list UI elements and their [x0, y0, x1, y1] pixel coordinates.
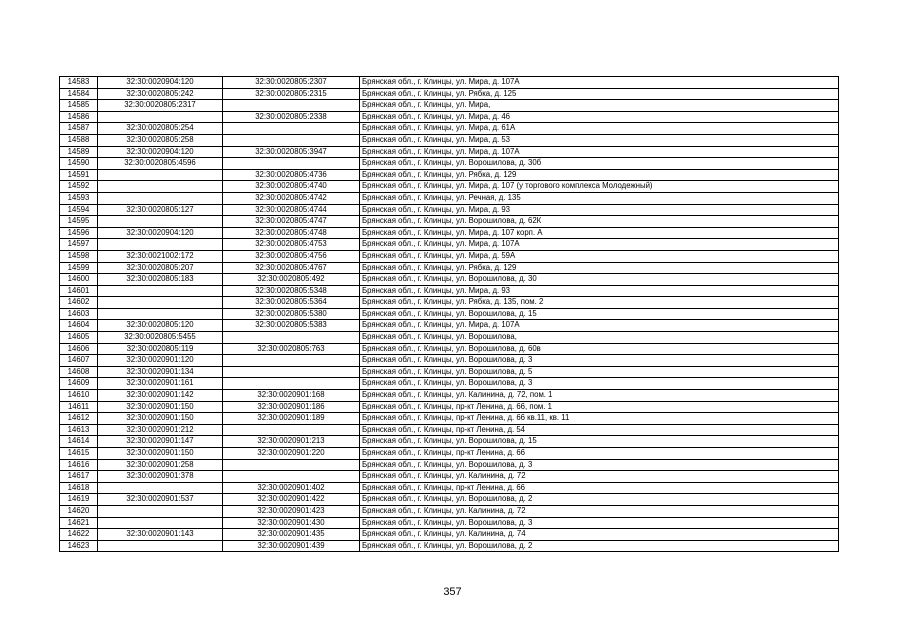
- parcel-cadastral-number-cell: [98, 111, 223, 123]
- table-row: [60, 158, 839, 170]
- building-cadastral-number-cell: 32:30:0020805:4753: [223, 239, 360, 251]
- parcel-cadastral-number-cell: [98, 239, 223, 251]
- table-row: [60, 320, 839, 332]
- building-cadastral-number-cell: 32:30:0020901:220: [223, 448, 360, 460]
- table-row: [60, 250, 839, 262]
- building-cadastral-number-cell: [223, 123, 360, 135]
- building-cadastral-number-cell: [223, 471, 360, 483]
- address-cell: Брянская обл., г. Клинцы, ул. Ворошилова, д. 3: [360, 355, 839, 367]
- parcel-cadastral-number-cell: 32:30:0020805:2317: [98, 100, 223, 112]
- record-number-cell: 14616: [60, 459, 98, 471]
- parcel-cadastral-number-cell: 32:30:0020805:254: [98, 123, 223, 135]
- table-row: [60, 100, 839, 112]
- record-number-cell: 14611: [60, 401, 98, 413]
- building-cadastral-number-cell: 32:30:0020805:4748: [223, 227, 360, 239]
- record-number-cell: 14618: [60, 482, 98, 494]
- table-row: [60, 181, 839, 193]
- building-cadastral-number-cell: 32:30:0020805:3947: [223, 146, 360, 158]
- registry-table: [59, 76, 839, 552]
- table-row: [60, 146, 839, 158]
- address-cell: Брянская обл., г. Клинцы, ул. Калинина, д. 72, пом. 1: [360, 390, 839, 402]
- address-cell: Брянская обл., г. Клинцы, ул. Речная, д. 135: [360, 192, 839, 204]
- record-number-cell: 14593: [60, 192, 98, 204]
- record-number-cell: 14612: [60, 413, 98, 425]
- building-cadastral-number-cell: 32:30:0020805:4740: [223, 181, 360, 193]
- parcel-cadastral-number-cell: 32:30:0020901:120: [98, 355, 223, 367]
- record-number-cell: 14583: [60, 77, 98, 89]
- address-cell: Брянская обл., г. Клинцы, ул. Ворошилова, д. 3: [360, 378, 839, 390]
- table-row: [60, 540, 839, 552]
- table-row: [60, 448, 839, 460]
- parcel-cadastral-number-cell: 32:30:0020901:537: [98, 494, 223, 506]
- building-cadastral-number-cell: [223, 158, 360, 170]
- table-row: [60, 216, 839, 228]
- parcel-cadastral-number-cell: 32:30:0020805:242: [98, 88, 223, 100]
- address-cell: Брянская обл., г. Клинцы, ул. Ворошилова, д. 15: [360, 436, 839, 448]
- address-cell: Брянская обл., г. Клинцы, ул. Мира, д. 61А: [360, 123, 839, 135]
- address-cell: Брянская обл., г. Клинцы, ул. Мира, д. 107А: [360, 320, 839, 332]
- building-cadastral-number-cell: 32:30:0020805:4756: [223, 250, 360, 262]
- table-row: [60, 343, 839, 355]
- building-cadastral-number-cell: 32:30:0020901:213: [223, 436, 360, 448]
- building-cadastral-number-cell: 32:30:0020805:2307: [223, 77, 360, 89]
- parcel-cadastral-number-cell: 32:30:0020901:161: [98, 378, 223, 390]
- parcel-cadastral-number-cell: [98, 540, 223, 552]
- address-cell: Брянская обл., г. Клинцы, ул. Мира,: [360, 100, 839, 112]
- parcel-cadastral-number-cell: 32:30:0020901:147: [98, 436, 223, 448]
- table-row: [60, 262, 839, 274]
- address-cell: Брянская обл., г. Клинцы, ул. Ворошилова, д. 15: [360, 308, 839, 320]
- table-row: [60, 494, 839, 506]
- building-cadastral-number-cell: [223, 378, 360, 390]
- address-cell: Брянская обл., г. Клинцы, ул. Мира, д. 107 корп. А: [360, 227, 839, 239]
- parcel-cadastral-number-cell: 32:30:0020805:120: [98, 320, 223, 332]
- building-cadastral-number-cell: 32:30:0020805:4767: [223, 262, 360, 274]
- address-cell: Брянская обл., г. Клинцы, ул. Ворошилова, д. 3: [360, 517, 839, 529]
- record-number-cell: 14595: [60, 216, 98, 228]
- record-number-cell: 14621: [60, 517, 98, 529]
- table-row: [60, 424, 839, 436]
- address-cell: Брянская обл., г. Клинцы, пр-кт Ленина, д. 66: [360, 448, 839, 460]
- record-number-cell: 14590: [60, 158, 98, 170]
- address-cell: Брянская обл., г. Клинцы, ул. Ворошилова, д. 3: [360, 459, 839, 471]
- address-cell: Брянская обл., г. Клинцы, ул. Мира, д. 93: [360, 285, 839, 297]
- address-cell: Брянская обл., г. Клинцы, ул. Рябка, д. 125: [360, 88, 839, 100]
- building-cadastral-number-cell: 32:30:0020901:423: [223, 505, 360, 517]
- building-cadastral-number-cell: 32:30:0020901:430: [223, 517, 360, 529]
- parcel-cadastral-number-cell: 32:30:0020904:120: [98, 227, 223, 239]
- record-number-cell: 14619: [60, 494, 98, 506]
- address-cell: Брянская обл., г. Клинцы, ул. Рябка, д. 129: [360, 169, 839, 181]
- registry-table-body: [60, 77, 839, 552]
- address-cell: Брянская обл., г. Клинцы, ул. Мира, д. 46: [360, 111, 839, 123]
- address-cell: Брянская обл., г. Клинцы, пр-кт Ленина, д. 66 кв.11, кв. 11: [360, 413, 839, 425]
- table-row: [60, 204, 839, 216]
- building-cadastral-number-cell: 32:30:0020805:5364: [223, 297, 360, 309]
- record-number-cell: 14608: [60, 366, 98, 378]
- table-row: [60, 308, 839, 320]
- record-number-cell: 14613: [60, 424, 98, 436]
- address-cell: Брянская обл., г. Клинцы, ул. Ворошилова, д. 30: [360, 274, 839, 286]
- building-cadastral-number-cell: [223, 134, 360, 146]
- parcel-cadastral-number-cell: [98, 285, 223, 297]
- parcel-cadastral-number-cell: 32:30:0020901:258: [98, 459, 223, 471]
- record-number-cell: 14607: [60, 355, 98, 367]
- table-row: [60, 366, 839, 378]
- building-cadastral-number-cell: 32:30:0020805:2338: [223, 111, 360, 123]
- table-row: [60, 529, 839, 541]
- building-cadastral-number-cell: 32:30:0020805:4736: [223, 169, 360, 181]
- table-row: [60, 88, 839, 100]
- building-cadastral-number-cell: 32:30:0020805:492: [223, 274, 360, 286]
- building-cadastral-number-cell: 32:30:0020805:5380: [223, 308, 360, 320]
- address-cell: Брянская обл., г. Клинцы, ул. Калинина, д. 72: [360, 471, 839, 483]
- building-cadastral-number-cell: 32:30:0020901:422: [223, 494, 360, 506]
- parcel-cadastral-number-cell: 32:30:0020805:258: [98, 134, 223, 146]
- address-cell: Брянская обл., г. Клинцы, ул. Ворошилова,: [360, 332, 839, 344]
- record-number-cell: 14620: [60, 505, 98, 517]
- address-cell: Брянская обл., г. Клинцы, пр-кт Ленина, д. 66, пом. 1: [360, 401, 839, 413]
- building-cadastral-number-cell: 32:30:0020901:439: [223, 540, 360, 552]
- record-number-cell: 14617: [60, 471, 98, 483]
- parcel-cadastral-number-cell: 32:30:0020805:119: [98, 343, 223, 355]
- parcel-cadastral-number-cell: [98, 308, 223, 320]
- record-number-cell: 14623: [60, 540, 98, 552]
- table-row: [60, 482, 839, 494]
- parcel-cadastral-number-cell: [98, 297, 223, 309]
- table-row: [60, 459, 839, 471]
- record-number-cell: 14615: [60, 448, 98, 460]
- building-cadastral-number-cell: 32:30:0020805:4744: [223, 204, 360, 216]
- table-row: [60, 413, 839, 425]
- building-cadastral-number-cell: 32:30:0020901:402: [223, 482, 360, 494]
- address-cell: Брянская обл., г. Клинцы, ул. Калинина, д. 74: [360, 529, 839, 541]
- building-cadastral-number-cell: 32:30:0020805:763: [223, 343, 360, 355]
- record-number-cell: 14594: [60, 204, 98, 216]
- record-number-cell: 14605: [60, 332, 98, 344]
- record-number-cell: 14597: [60, 239, 98, 251]
- parcel-cadastral-number-cell: 32:30:0020901:212: [98, 424, 223, 436]
- address-cell: Брянская обл., г. Клинцы, пр-кт Ленина, д. 54: [360, 424, 839, 436]
- parcel-cadastral-number-cell: [98, 216, 223, 228]
- table-row: [60, 192, 839, 204]
- table-row: [60, 134, 839, 146]
- table-row: [60, 169, 839, 181]
- parcel-cadastral-number-cell: 32:30:0020901:142: [98, 390, 223, 402]
- address-cell: Брянская обл., г. Клинцы, ул. Мира, д. 107А: [360, 146, 839, 158]
- table-row: [60, 111, 839, 123]
- record-number-cell: 14603: [60, 308, 98, 320]
- page-number: 357: [443, 586, 462, 598]
- table-row: [60, 227, 839, 239]
- building-cadastral-number-cell: 32:30:0020805:5383: [223, 320, 360, 332]
- building-cadastral-number-cell: 32:30:0020805:5348: [223, 285, 360, 297]
- record-number-cell: 14622: [60, 529, 98, 541]
- building-cadastral-number-cell: [223, 424, 360, 436]
- parcel-cadastral-number-cell: [98, 505, 223, 517]
- table-row: [60, 390, 839, 402]
- record-number-cell: 14585: [60, 100, 98, 112]
- building-cadastral-number-cell: [223, 332, 360, 344]
- building-cadastral-number-cell: 32:30:0020805:4742: [223, 192, 360, 204]
- address-cell: Брянская обл., г. Клинцы, ул. Ворошилова, д. 30б: [360, 158, 839, 170]
- address-cell: Брянская обл., г. Клинцы, ул. Мира, д. 107А: [360, 239, 839, 251]
- building-cadastral-number-cell: [223, 355, 360, 367]
- table-row: [60, 355, 839, 367]
- table-row: [60, 505, 839, 517]
- address-cell: Брянская обл., г. Клинцы, ул. Ворошилова, д. 2: [360, 494, 839, 506]
- record-number-cell: 14599: [60, 262, 98, 274]
- building-cadastral-number-cell: 32:30:0020901:186: [223, 401, 360, 413]
- parcel-cadastral-number-cell: [98, 482, 223, 494]
- parcel-cadastral-number-cell: 32:30:0020805:127: [98, 204, 223, 216]
- record-number-cell: 14602: [60, 297, 98, 309]
- parcel-cadastral-number-cell: [98, 517, 223, 529]
- parcel-cadastral-number-cell: 32:30:0020901:150: [98, 413, 223, 425]
- parcel-cadastral-number-cell: 32:30:0021002:172: [98, 250, 223, 262]
- address-cell: Брянская обл., г. Клинцы, ул. Мира, д. 53: [360, 134, 839, 146]
- table-row: [60, 332, 839, 344]
- record-number-cell: 14589: [60, 146, 98, 158]
- record-number-cell: 14592: [60, 181, 98, 193]
- building-cadastral-number-cell: [223, 366, 360, 378]
- table-row: [60, 378, 839, 390]
- table-row: [60, 239, 839, 251]
- table-row: [60, 77, 839, 89]
- record-number-cell: 14606: [60, 343, 98, 355]
- address-cell: Брянская обл., г. Клинцы, ул. Мира, д. 107 (у торгового комплекса Молодежный): [360, 181, 839, 193]
- record-number-cell: 14604: [60, 320, 98, 332]
- record-number-cell: 14584: [60, 88, 98, 100]
- parcel-cadastral-number-cell: 32:30:0020904:120: [98, 77, 223, 89]
- building-cadastral-number-cell: 32:30:0020805:4747: [223, 216, 360, 228]
- parcel-cadastral-number-cell: 32:30:0020901:150: [98, 401, 223, 413]
- building-cadastral-number-cell: [223, 100, 360, 112]
- address-cell: Брянская обл., г. Клинцы, ул. Ворошилова, д. 5: [360, 366, 839, 378]
- table-row: [60, 436, 839, 448]
- parcel-cadastral-number-cell: [98, 192, 223, 204]
- address-cell: Брянская обл., г. Клинцы, ул. Ворошилова, д. 2: [360, 540, 839, 552]
- record-number-cell: 14600: [60, 274, 98, 286]
- address-cell: Брянская обл., г. Клинцы, ул. Рябка, д. 135, пом. 2: [360, 297, 839, 309]
- record-number-cell: 14610: [60, 390, 98, 402]
- parcel-cadastral-number-cell: 32:30:0020805:5455: [98, 332, 223, 344]
- table-row: [60, 471, 839, 483]
- building-cadastral-number-cell: 32:30:0020901:435: [223, 529, 360, 541]
- record-number-cell: 14587: [60, 123, 98, 135]
- address-cell: Брянская обл., г. Клинцы, ул. Мира, д. 93: [360, 204, 839, 216]
- address-cell: Брянская обл., г. Клинцы, ул. Мира, д. 59А: [360, 250, 839, 262]
- record-number-cell: 14591: [60, 169, 98, 181]
- address-cell: Брянская обл., г. Клинцы, ул. Рябка, д. 129: [360, 262, 839, 274]
- address-cell: Брянская обл., г. Клинцы, ул. Ворошилова, д. 62К: [360, 216, 839, 228]
- parcel-cadastral-number-cell: 32:30:0020904:120: [98, 146, 223, 158]
- parcel-cadastral-number-cell: 32:30:0020901:378: [98, 471, 223, 483]
- address-cell: Брянская обл., г. Клинцы, ул. Ворошилова, д. 60в: [360, 343, 839, 355]
- table-row: [60, 285, 839, 297]
- table-row: [60, 297, 839, 309]
- parcel-cadastral-number-cell: 32:30:0020901:143: [98, 529, 223, 541]
- table-row: [60, 517, 839, 529]
- address-cell: Брянская обл., г. Клинцы, ул. Калинина, д. 72: [360, 505, 839, 517]
- parcel-cadastral-number-cell: 32:30:0020805:183: [98, 274, 223, 286]
- building-cadastral-number-cell: [223, 459, 360, 471]
- address-cell: Брянская обл., г. Клинцы, ул. Мира, д. 107А: [360, 77, 839, 89]
- record-number-cell: 14601: [60, 285, 98, 297]
- parcel-cadastral-number-cell: 32:30:0020805:4596: [98, 158, 223, 170]
- record-number-cell: 14614: [60, 436, 98, 448]
- building-cadastral-number-cell: 32:30:0020901:168: [223, 390, 360, 402]
- record-number-cell: 14586: [60, 111, 98, 123]
- building-cadastral-number-cell: 32:30:0020805:2315: [223, 88, 360, 100]
- parcel-cadastral-number-cell: [98, 181, 223, 193]
- parcel-cadastral-number-cell: 32:30:0020805:207: [98, 262, 223, 274]
- parcel-cadastral-number-cell: [98, 169, 223, 181]
- table-row: [60, 274, 839, 286]
- record-number-cell: 14596: [60, 227, 98, 239]
- parcel-cadastral-number-cell: 32:30:0020901:150: [98, 448, 223, 460]
- address-cell: Брянская обл., г. Клинцы, пр-кт Ленина, д. 66: [360, 482, 839, 494]
- table-row: [60, 123, 839, 135]
- table-row: [60, 401, 839, 413]
- parcel-cadastral-number-cell: 32:30:0020901:134: [98, 366, 223, 378]
- building-cadastral-number-cell: 32:30:0020901:189: [223, 413, 360, 425]
- record-number-cell: 14598: [60, 250, 98, 262]
- record-number-cell: 14609: [60, 378, 98, 390]
- record-number-cell: 14588: [60, 134, 98, 146]
